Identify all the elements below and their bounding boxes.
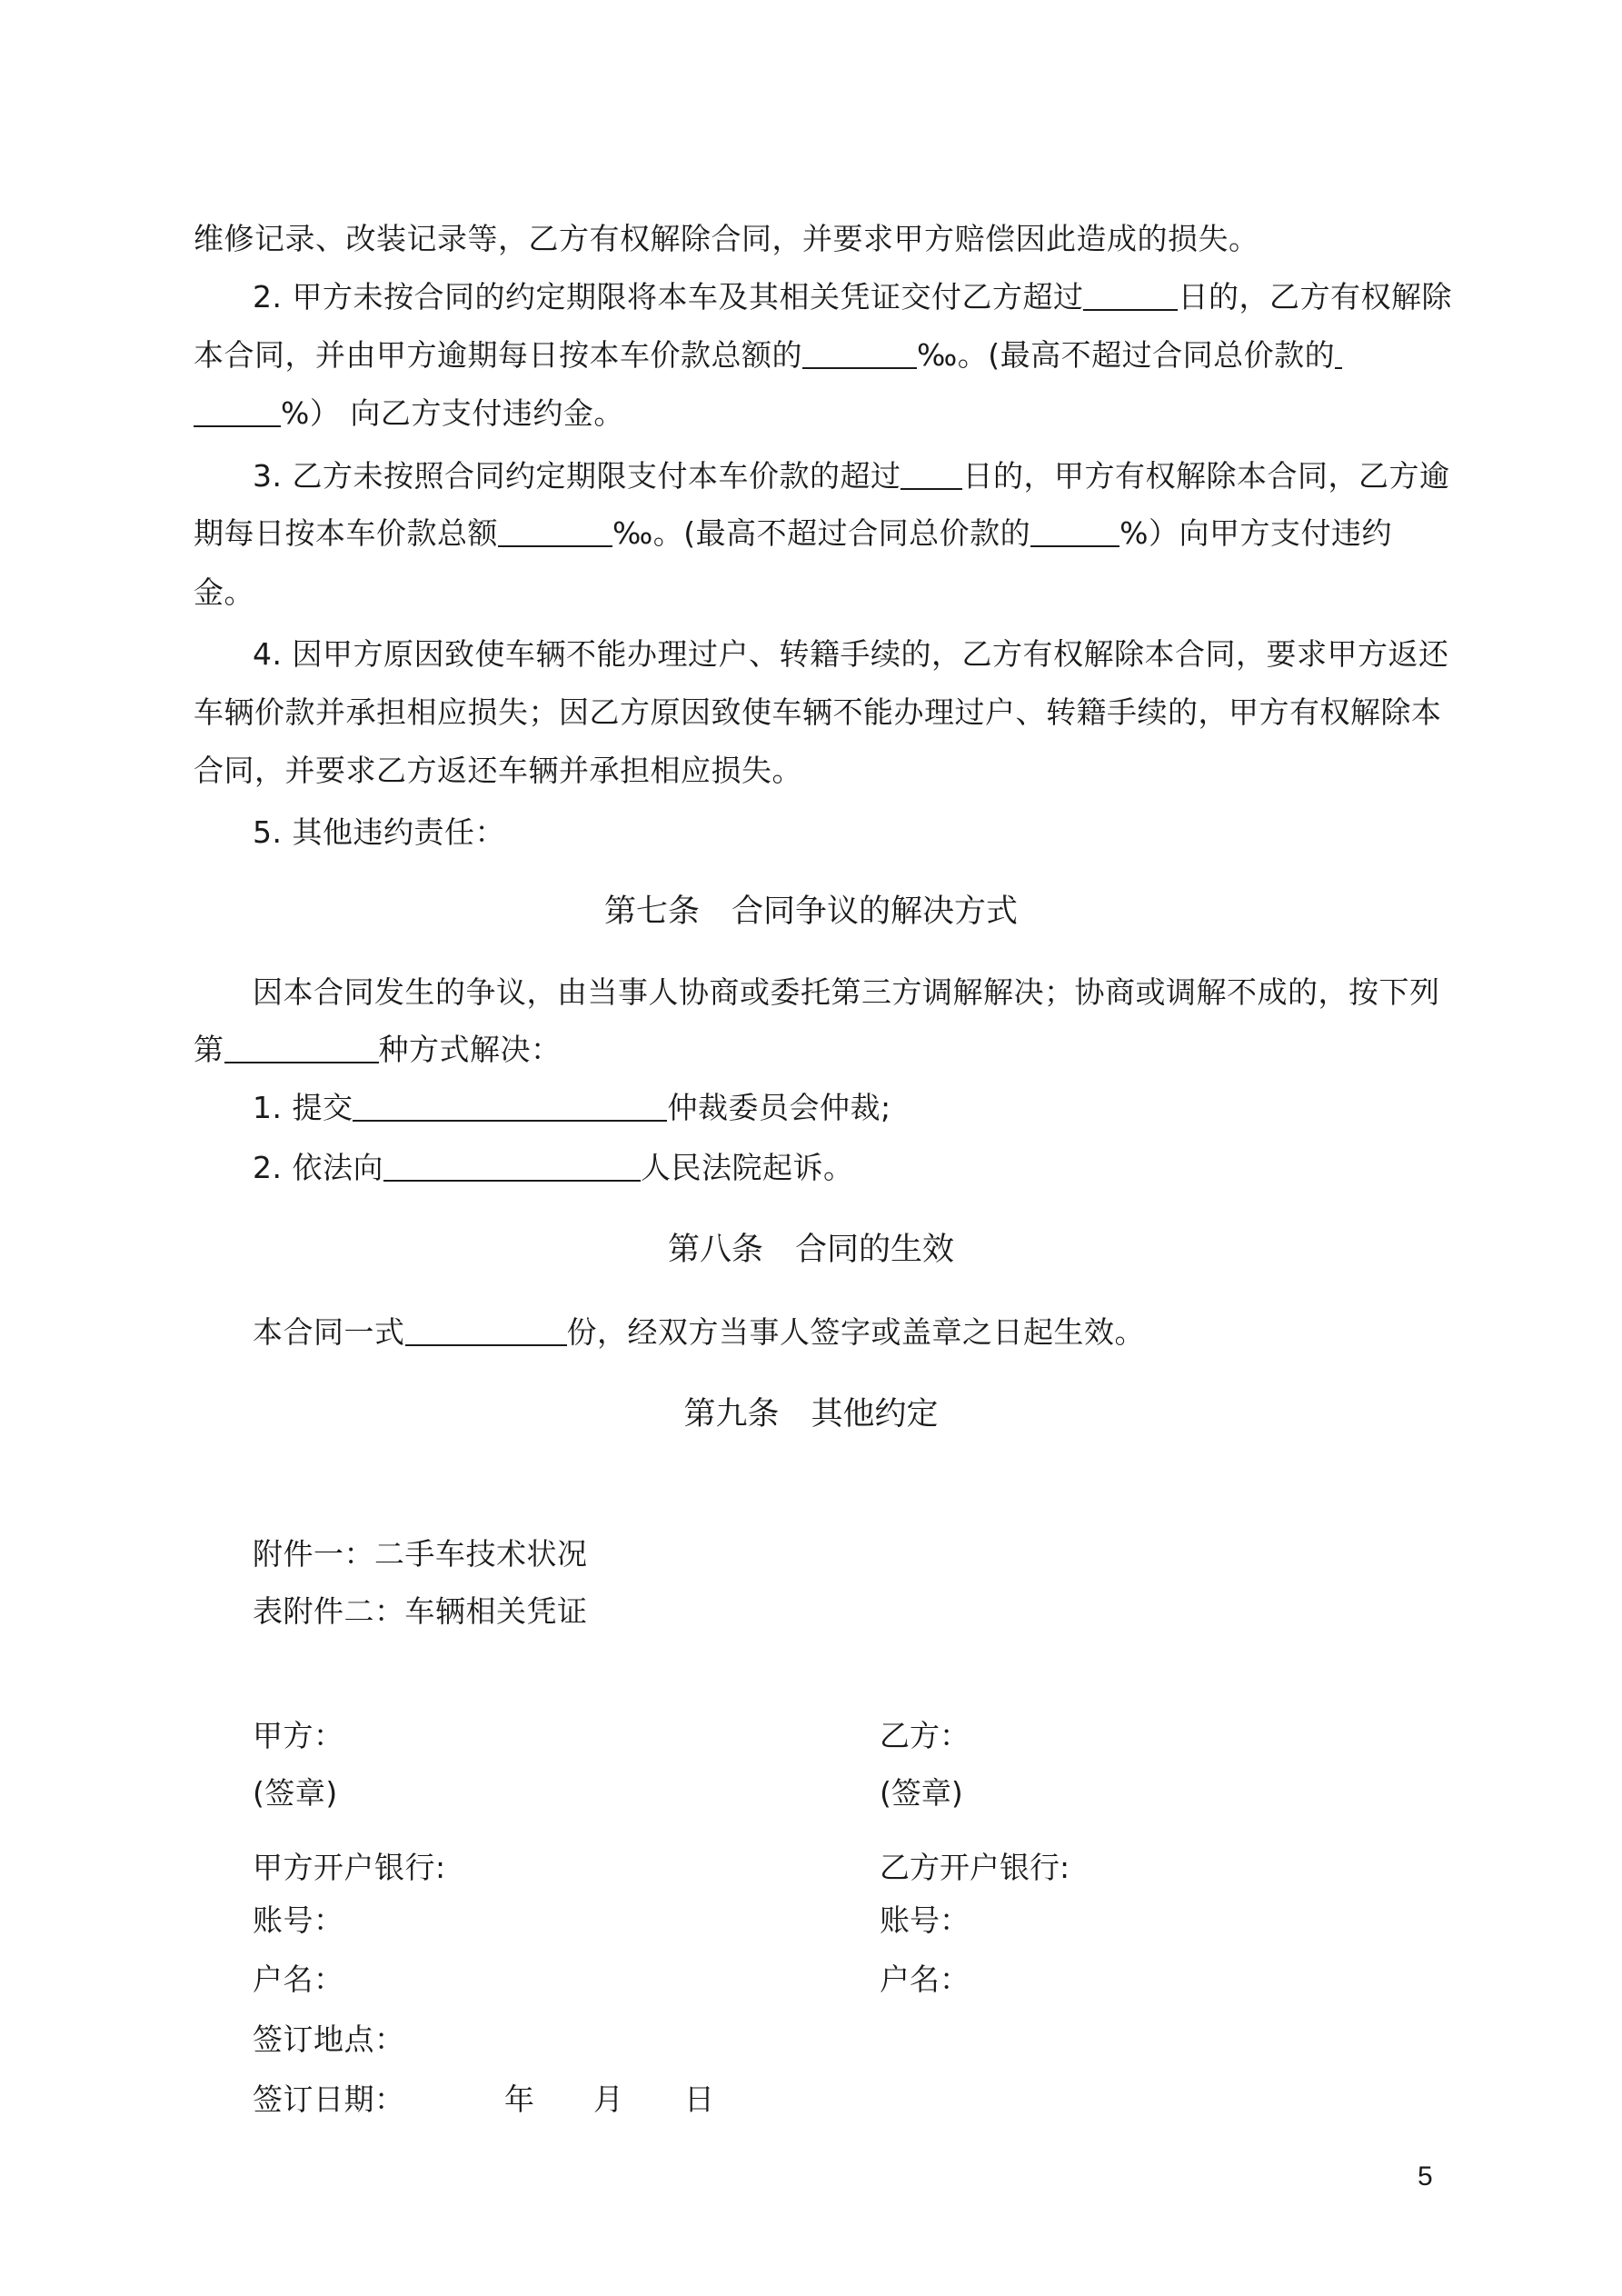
text: 1. 提交 <box>253 1090 353 1125</box>
fill-blank[interactable] <box>194 398 281 427</box>
text: 第 <box>194 1032 224 1067</box>
party-a-bank: 甲方开户银行: <box>253 1850 446 1885</box>
section8-paragraph <box>253 1314 1498 1351</box>
clause-item-3 <box>253 458 1498 494</box>
clause-item-2 <box>253 279 1498 315</box>
section-heading-8: 第八条 合同的生效 <box>667 1232 954 1268</box>
text: 份，经双方当事人签字或盖章之日起生效。 <box>566 1314 1145 1350</box>
party-a-account: 账号： <box>253 1902 344 1938</box>
text: %） 向乙方支付违约金。 <box>281 395 624 431</box>
date-label: 签订日期： <box>253 2081 405 2117</box>
clause-item-3-cont <box>194 515 1438 552</box>
text: 本合同，并由甲方逾期每日按本车价款总额的 <box>194 337 802 373</box>
fill-blank[interactable] <box>353 1093 667 1122</box>
page-number: 5 <box>1418 2161 1433 2191</box>
date-year: 年 <box>504 2081 535 2117</box>
text: 2. 甲方未按合同的约定期限将本车及其相关凭证交付乙方超过 <box>253 279 1084 314</box>
fill-blank[interactable] <box>498 518 612 547</box>
text: 3. 乙方未按照合同约定期限支付本车价款的超过 <box>253 458 901 494</box>
clause-item-4-cont: 合同，并要求乙方返还车辆并承担相应损失。 <box>194 753 802 788</box>
signing-place: 签订地点： <box>253 2021 405 2057</box>
section-heading-7: 第七条 合同争议的解决方式 <box>603 893 1018 930</box>
text: ‰。(最高不超过合同总价款的 <box>917 337 1336 373</box>
party-a-seal: (签章) <box>253 1775 338 1811</box>
fill-blank[interactable] <box>802 340 917 369</box>
text: 仲裁委员会仲裁; <box>667 1090 891 1125</box>
text: 日的，甲方有权解除本合同，乙方逾 <box>962 458 1450 494</box>
text: 日的，乙方有权解除 <box>1178 279 1452 314</box>
clause-item-2-cont <box>194 395 1438 432</box>
party-b-account-name: 户名： <box>880 1962 970 1997</box>
party-b-bank: 乙方开户银行: <box>880 1850 1070 1885</box>
section7-option-1 <box>253 1090 1498 1126</box>
fill-blank[interactable] <box>383 1153 641 1182</box>
party-b-label: 乙方： <box>880 1718 970 1753</box>
text: 种方式解决： <box>378 1032 562 1067</box>
fill-blank[interactable] <box>901 461 962 490</box>
clause-item-4: 4. 因甲方原因致使车辆不能办理过户、转籍手续的，乙方有权解除本合同，要求甲方返还 <box>253 636 1449 672</box>
text: %）向甲方支付违约 <box>1119 515 1393 551</box>
text: 人民法院起诉。 <box>640 1150 854 1185</box>
fill-blank[interactable] <box>1030 518 1119 547</box>
text: 本合同一式 <box>253 1314 405 1350</box>
text: ‰。(最高不超过合同总价款的 <box>612 515 1031 551</box>
fill-blank[interactable] <box>405 1317 567 1346</box>
fill-blank[interactable] <box>224 1034 379 1063</box>
date-day: 日 <box>684 2081 715 2117</box>
section7-paragraph-cont <box>194 1032 1438 1068</box>
party-b-seal: (签章) <box>880 1775 963 1811</box>
attachment-item: 表附件二：车辆相关凭证 <box>253 1593 588 1629</box>
paragraph-line: 维修记录、改装记录等，乙方有权解除合同，并要求甲方赔偿因此造成的损失。 <box>194 221 1259 256</box>
party-a-account-name: 户名： <box>253 1962 344 1997</box>
text: 2. 依法向 <box>253 1150 383 1185</box>
party-b-account: 账号： <box>880 1902 970 1938</box>
clause-item-4-cont: 车辆价款并承担相应损失；因乙方原因致使车辆不能办理过户、转籍手续的，甲方有权解除本 <box>194 694 1442 730</box>
party-a-label: 甲方： <box>253 1718 344 1753</box>
section7-paragraph: 因本合同发生的争议，由当事人协商或委托第三方调解解决；协商或调解不成的，按下列 <box>253 974 1440 1010</box>
clause-item-2-cont <box>194 337 1438 374</box>
date-month: 月 <box>593 2081 624 2117</box>
fill-blank[interactable] <box>1083 282 1178 311</box>
fill-blank[interactable] <box>1335 340 1342 369</box>
clause-item-3-cont: 金。 <box>194 574 254 610</box>
section-heading-9: 第九条 其他约定 <box>683 1396 939 1433</box>
text: 期每日按本车价款总额 <box>194 515 498 551</box>
signing-date <box>253 2081 1498 2118</box>
clause-item-5: 5. 其他违约责任： <box>253 814 505 850</box>
section7-option-2 <box>253 1150 1498 1186</box>
attachment-item: 附件一：二手车技术状况 <box>253 1536 588 1572</box>
